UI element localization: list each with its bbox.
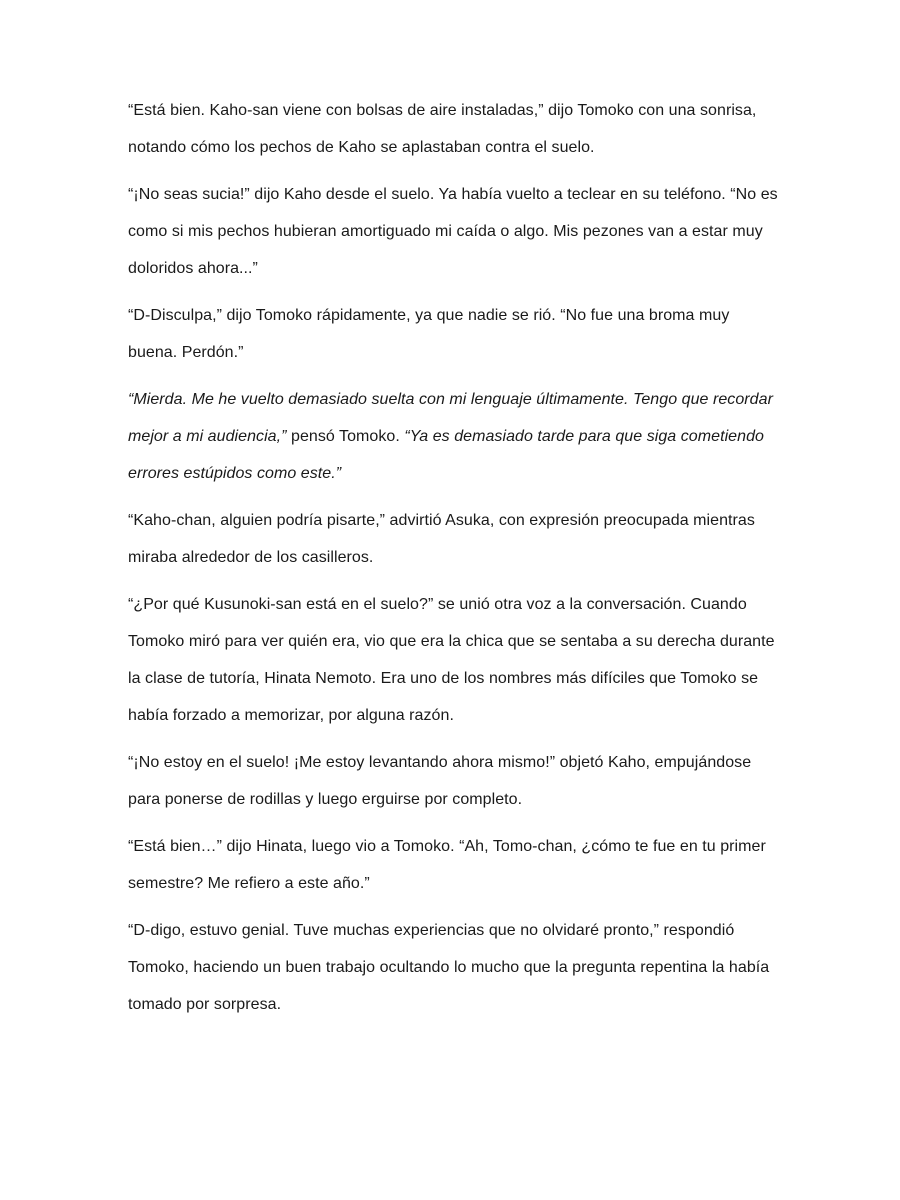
paragraph-1	[128, 92, 780, 166]
paragraph-4-thought-2: “Ya es demasiado tarde para que siga cometiendo errores estúpidos como este.”	[128, 428, 764, 482]
paragraph-5	[128, 502, 780, 576]
paragraph-2-text: “¡No seas sucia!” dijo Kaho desde el suelo. Ya había vuelto a teclear en su teléfono. “No es como si mis pechos hubieran amortiguado mi caída o algo. Mis pezones van a estar muy doloridos ahora...”	[128, 186, 778, 277]
paragraph-6	[128, 586, 780, 734]
paragraph-8-text: “Está bien…” dijo Hinata, luego vio a Tomoko. “Ah, Tomo-chan, ¿cómo te fue en tu primer semestre? Me refiero a este año.”	[128, 838, 766, 892]
paragraph-4-thought-1: “Mierda. Me he vuelto demasiado suelta con mi lenguaje últimamente. Tengo que recordar mejor a mi audiencia,”	[128, 391, 773, 445]
paragraph-3-text: “D-Disculpa,” dijo Tomoko rápidamente, ya que nadie se rió. “No fue una broma muy buena. Perdón.”	[128, 307, 730, 361]
paragraph-9-text: “D-digo, estuvo genial. Tuve muchas experiencias que no olvidaré pronto,” respondió Tomoko, haciendo un buen trabajo ocultando lo mucho que la pregunta repentina la había tomado por sorpresa.	[128, 922, 770, 1013]
paragraph-3	[128, 297, 780, 371]
paragraph-7-text: “¡No estoy en el suelo! ¡Me estoy levantando ahora mismo!” objetó Kaho, empujándose para ponerse de rodillas y luego erguirse por completo.	[128, 754, 752, 808]
paragraph-4-narration: pensó Tomoko.	[286, 428, 405, 445]
paragraph-8	[128, 828, 780, 902]
paragraph-7	[128, 744, 780, 818]
paragraph-5-text: “Kaho-chan, alguien podría pisarte,” advirtió Asuka, con expresión preocupada mientras miraba alrededor de los casilleros.	[128, 512, 755, 566]
paragraph-9	[128, 912, 780, 1023]
paragraph-4	[128, 381, 780, 492]
paragraph-6-text: “¿Por qué Kusunoki-san está en el suelo?” se unió otra voz a la conversación. Cuando Tomoko miró para ver quién era, vio que era la chica que se sentaba a su derecha durante la clase de tutoría, Hinata Nemoto. Era uno de los nombres más difíciles que Tomoko se había forzado a memorizar, por alguna razón.	[128, 596, 775, 724]
paragraph-2	[128, 176, 780, 287]
paragraph-1-text: “Está bien. Kaho-san viene con bolsas de aire instaladas,” dijo Tomoko con una sonrisa, notando cómo los pechos de Kaho se aplastaban contra el suelo.	[128, 102, 757, 156]
